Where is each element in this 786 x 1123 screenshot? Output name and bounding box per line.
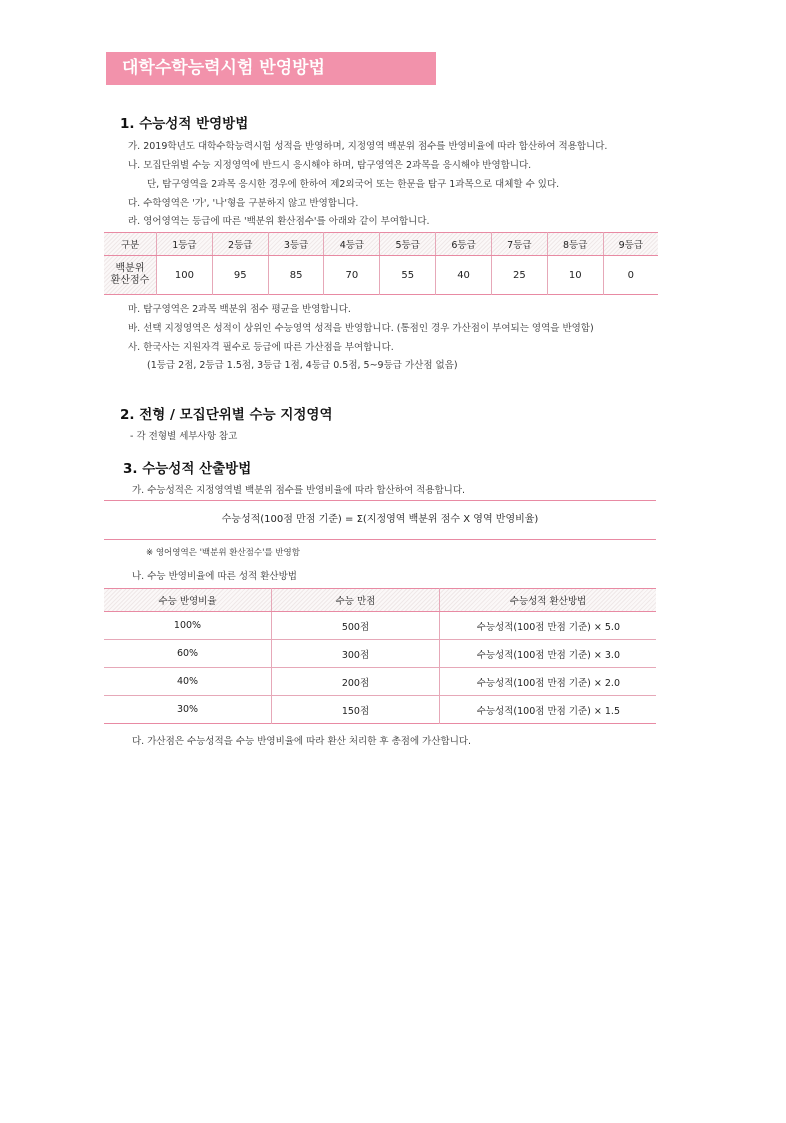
s1-line-da: 다. 수학영역은 '가', '나'형을 구분하지 않고 반영합니다. bbox=[128, 198, 359, 209]
row-label-line1: 백분위 bbox=[115, 263, 145, 274]
table-header-cell: 9등급 bbox=[603, 233, 658, 256]
s1-line-na: 나. 모집단위별 수능 지정영역에 반드시 응시해야 하며, 탐구영역은 2과목을 응시해야 반영합니다. bbox=[128, 160, 532, 171]
table-cell: 95 bbox=[212, 256, 268, 295]
s1-line-sa: 사. 한국사는 지원자격 필수로 등급에 따른 가산점을 부여합니다. bbox=[128, 342, 394, 353]
s1-line-ma: 마. 탐구영역은 2과목 백분위 점수 평균을 반영합니다. bbox=[128, 304, 351, 315]
table-cell: 300점 bbox=[272, 640, 440, 668]
table-header-cell: 2등급 bbox=[212, 233, 268, 256]
table-header-cell: 6등급 bbox=[436, 233, 492, 256]
s3-formula-note: ※ 영어영역은 '백분위 환산점수'를 반영함 bbox=[146, 548, 300, 558]
table-row bbox=[104, 696, 656, 724]
table-header-row bbox=[104, 233, 658, 256]
table-cell: 수능성적(100점 만점 기준) × 2.0 bbox=[440, 668, 657, 696]
table-row bbox=[104, 668, 656, 696]
table-cell: 150점 bbox=[272, 696, 440, 724]
s1-line-ra: 라. 영어영역는 등급에 따른 '백분위 환산점수'를 아래와 같이 부여합니다. bbox=[128, 216, 430, 227]
table-cell: 40% bbox=[104, 668, 272, 696]
s3-line-na: 나. 수능 반영비율에 따른 성적 환산방법 bbox=[132, 571, 297, 582]
table-header-cell: 구분 bbox=[104, 233, 157, 256]
table-cell: 수능성적(100점 만점 기준) × 5.0 bbox=[440, 612, 657, 640]
s3-line-ga: 가. 수능성적은 지정영역별 백분위 점수를 반영비율에 따라 합산하여 적용합니다. bbox=[132, 485, 466, 496]
table-cell: 85 bbox=[268, 256, 324, 295]
table-row bbox=[104, 612, 656, 640]
table-cell: 수능성적(100점 만점 기준) × 3.0 bbox=[440, 640, 657, 668]
s1-line-ga: 가. 2019학년도 대학수학능력시험 성적을 반영하며, 지정영역 백분위 점수를 반영비율에 따라 합산하여 적용합니다. bbox=[128, 141, 608, 152]
table-cell: 25 bbox=[491, 256, 547, 295]
table-header-cell: 4등급 bbox=[324, 233, 380, 256]
table-header-cell: 1등급 bbox=[157, 233, 213, 256]
row-label bbox=[104, 256, 157, 295]
table-header-cell: 8등급 bbox=[547, 233, 603, 256]
table-cell: 500점 bbox=[272, 612, 440, 640]
table-cell: 0 bbox=[627, 269, 634, 281]
table-header-cell: 7등급 bbox=[491, 233, 547, 256]
table-row bbox=[104, 256, 658, 295]
row-label-line2: 환산점수 bbox=[110, 275, 150, 286]
table-cell: 10 bbox=[547, 256, 603, 295]
table-header-cell: 수능 만점 bbox=[272, 589, 440, 612]
table-header-cell: 수능 반영비율 bbox=[104, 589, 272, 612]
table-cell: 55 bbox=[380, 256, 436, 295]
table-cell: 100% bbox=[104, 612, 272, 640]
table-cell: 30% bbox=[104, 696, 272, 724]
table-cell: 60% bbox=[104, 640, 272, 668]
s1-line-sa-detail: (1등급 2점, 2등급 1.5점, 3등급 1점, 4등급 0.5점, 5~9등급 가산점 없음) bbox=[147, 360, 458, 371]
table-cell: 70 bbox=[324, 256, 380, 295]
table-cell: 200점 bbox=[272, 668, 440, 696]
table-cell: 40 bbox=[436, 256, 492, 295]
s3-line-da: 다. 가산점은 수능성적을 수능 반영비율에 따라 환산 처리한 후 총점에 가산합니다. bbox=[132, 736, 472, 747]
s2-note: - 각 전형별 세부사항 참고 bbox=[130, 431, 238, 442]
section-2-title: 2. 전형 / 모집단위별 수능 지정영역 bbox=[120, 407, 333, 423]
table-cell: 100 bbox=[157, 256, 213, 295]
table-header-row bbox=[104, 589, 656, 612]
conversion-table bbox=[104, 588, 656, 724]
section-3-title: 3. 수능성적 산출방법 bbox=[123, 461, 252, 477]
s1-line-ba: 바. 선택 지정영역은 성적이 상위인 수능영역 성적을 반영합니다. (통점인 경우 가산점이 부여되는 영역을 반영함) bbox=[128, 323, 594, 334]
s1-line-dan: 단, 탐구영역을 2과목 응시한 경우에 한하여 제2외국어 또는 한문을 탐구 1과목으로 대체할 수 있다. bbox=[147, 179, 560, 190]
table-header-cell: 3등급 bbox=[268, 233, 324, 256]
table-cell: 수능성적(100점 만점 기준) × 1.5 bbox=[476, 705, 620, 717]
table-header-cell: 5등급 bbox=[380, 233, 436, 256]
page-banner: 대학수학능력시험 반영방법 bbox=[106, 52, 436, 85]
english-grade-table bbox=[104, 232, 658, 295]
score-formula: 수능성적(100점 만점 기준) = Σ(지정영역 백분위 점수 X 영역 반영비율) bbox=[104, 500, 656, 540]
section-1-title: 1. 수능성적 반영방법 bbox=[120, 116, 249, 132]
table-header-cell: 수능성적 환산방법 bbox=[440, 589, 657, 612]
table-row bbox=[104, 640, 656, 668]
